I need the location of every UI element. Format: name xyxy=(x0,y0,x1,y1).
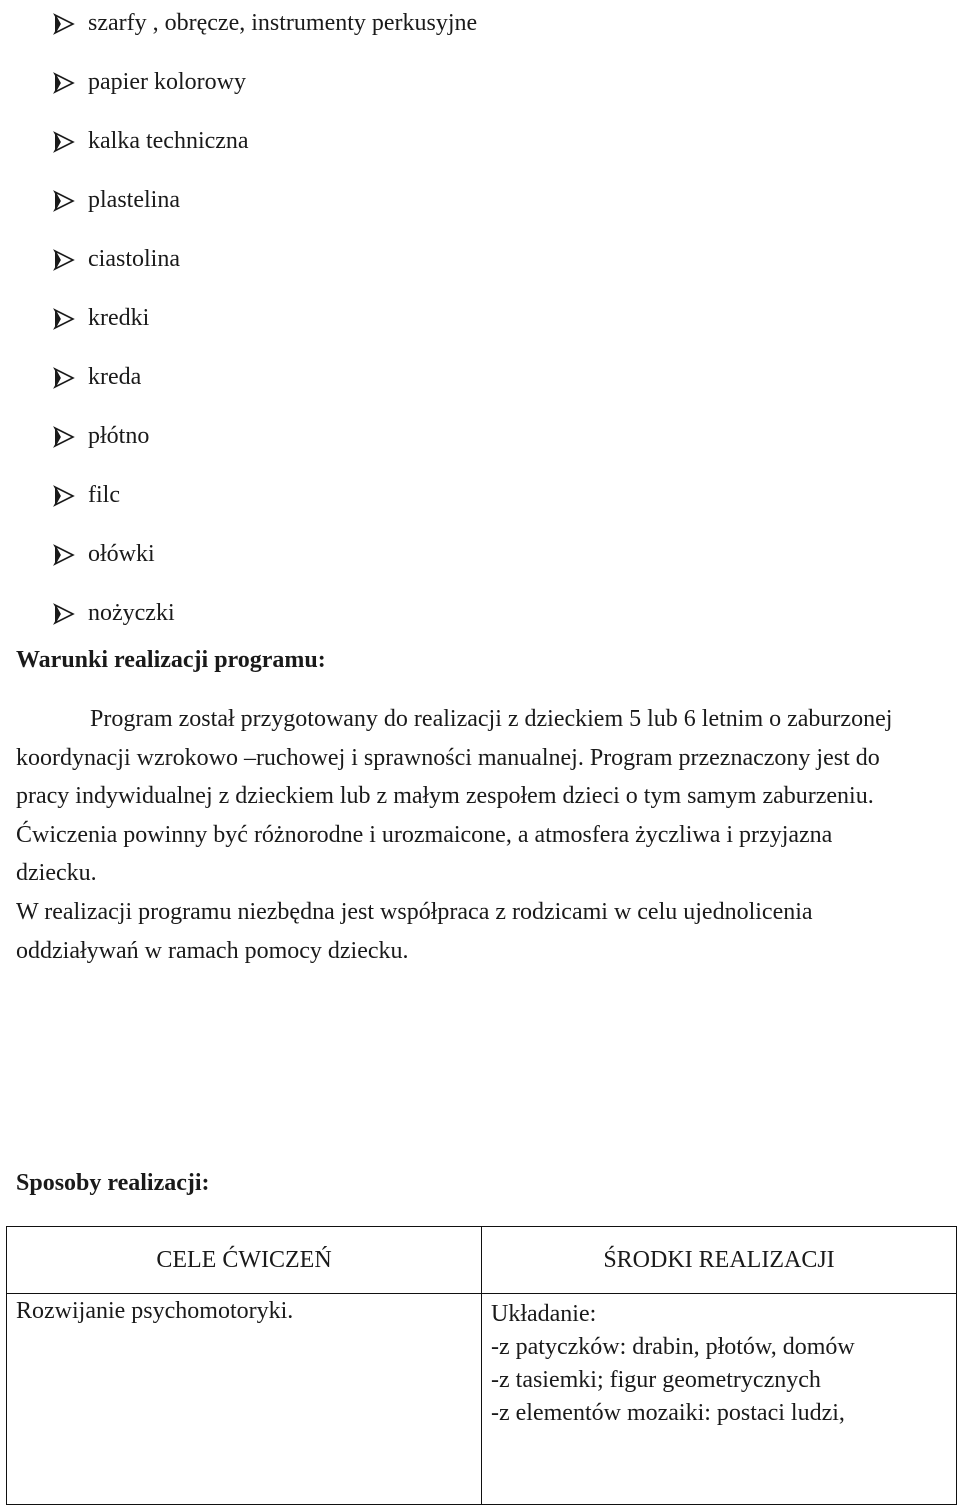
list-item xyxy=(52,53,477,112)
list-item-label: ołówki xyxy=(88,541,155,567)
list-item xyxy=(52,525,477,584)
tools-line: -z tasiemki; figur geometrycznych xyxy=(491,1367,821,1393)
list-item-label: ciastolina xyxy=(88,246,180,272)
list-item-label: szarfy , obręcze, instrumenty perkusyjne xyxy=(88,10,478,36)
list-item-label: kreda xyxy=(88,364,142,390)
section-heading-conditions: Warunki realizacji programu: xyxy=(16,647,326,673)
tools-cell xyxy=(482,1294,957,1505)
arrow-bullet-icon xyxy=(52,543,76,567)
arrow-bullet-icon xyxy=(52,248,76,272)
list-item xyxy=(52,112,477,171)
list-item xyxy=(52,289,477,348)
arrow-bullet-icon xyxy=(52,307,76,331)
arrow-bullet-icon xyxy=(52,71,76,95)
tools-line: -z patyczków: drabin, płotów, domów xyxy=(491,1334,855,1360)
arrow-bullet-icon xyxy=(52,602,76,626)
arrow-bullet-icon xyxy=(52,484,76,508)
list-item xyxy=(52,171,477,230)
list-item xyxy=(52,230,477,289)
list-item xyxy=(52,407,477,466)
section-heading-methods: Sposoby realizacji: xyxy=(16,1170,210,1196)
column-header-goals: CELE ĆWICZEŃ xyxy=(7,1227,482,1294)
conditions-paragraph: Program został przygotowany do realizacji z dzieckiem 5 lub 6 letnim o zaburzonej koordynacji wzrokowo –ruchowej i sprawności manualnej. Program przeznaczony jest do pracy indywidualnej z dzieckiem lub z małym zespołem dzieci o tym samym zaburzeniu. Ćwiczenia powinny być różnorodne i urozmaicone, a atmosfera życzliwa i przyjazna dziecku. xyxy=(16,706,893,886)
list-item-label: płótno xyxy=(88,423,150,449)
tools-line: -z elementów mozaiki: postaci ludzi, xyxy=(491,1400,845,1426)
list-item-label: kredki xyxy=(88,305,150,331)
arrow-bullet-icon xyxy=(52,12,76,36)
list-item-label: nożyczki xyxy=(88,600,175,626)
list-item xyxy=(52,0,477,53)
list-item xyxy=(52,584,477,643)
list-item xyxy=(52,348,477,407)
tools-line: Układanie: xyxy=(491,1301,597,1327)
arrow-bullet-icon xyxy=(52,130,76,154)
arrow-bullet-icon xyxy=(52,425,76,449)
materials-list xyxy=(52,0,477,643)
goal-cell xyxy=(7,1294,482,1505)
cooperation-paragraph: W realizacji programu niezbędna jest współpraca z rodzicami w celu ujednolicenia oddziaływań w ramach pomocy dziecku. xyxy=(16,899,813,964)
list-item-label: papier kolorowy xyxy=(88,69,246,95)
list-item xyxy=(52,466,477,525)
table-row xyxy=(7,1294,957,1505)
goal-text: Rozwijanie psychomotoryki. xyxy=(16,1298,294,1324)
list-item-label: filc xyxy=(88,482,120,508)
arrow-bullet-icon xyxy=(52,366,76,390)
column-header-tools: ŚRODKI REALIZACJI xyxy=(482,1227,957,1294)
list-item-label: kalka techniczna xyxy=(88,128,249,154)
table-header-row xyxy=(7,1227,957,1294)
methods-table xyxy=(6,1226,957,1505)
list-item-label: plastelina xyxy=(88,187,180,213)
arrow-bullet-icon xyxy=(52,189,76,213)
